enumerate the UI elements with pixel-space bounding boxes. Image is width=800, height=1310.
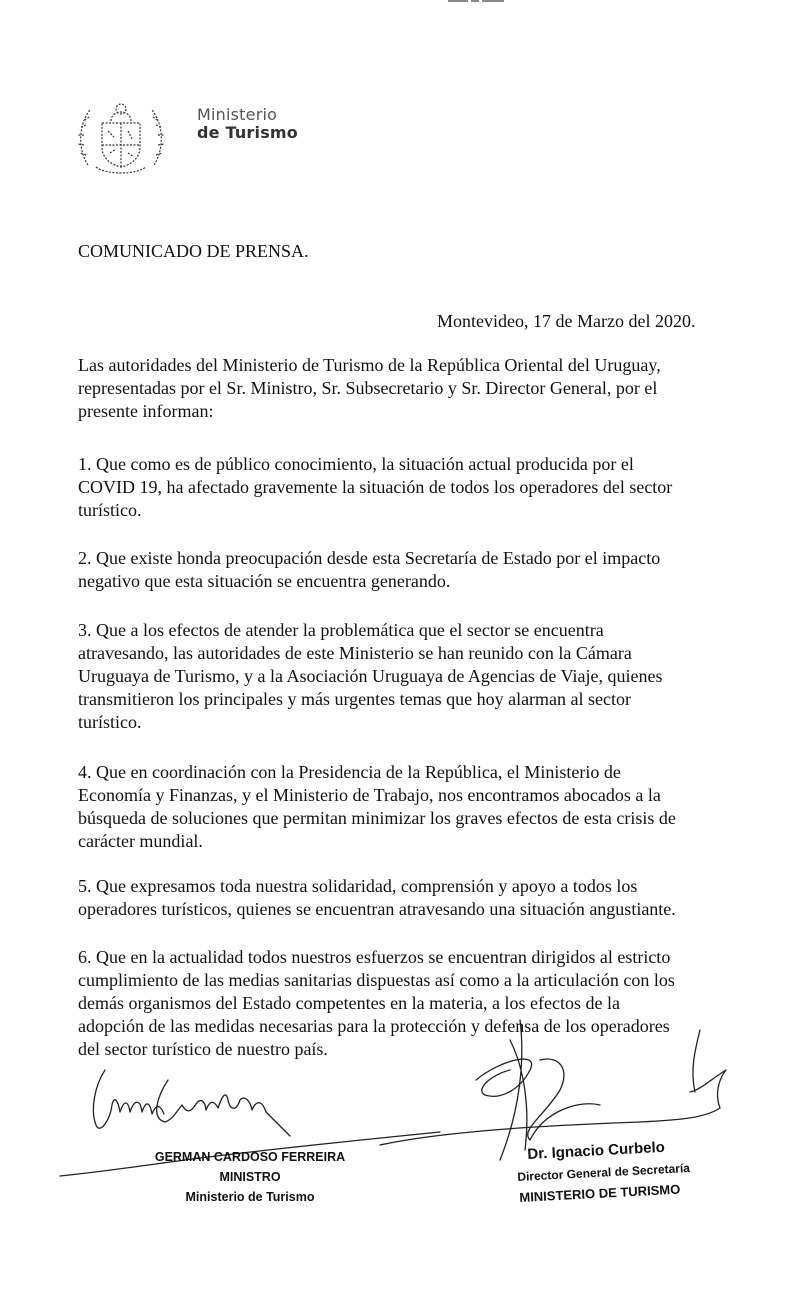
coat-of-arms-icon [76,95,166,180]
point-3-paragraph [78,619,798,734]
paragraph-line: turístico. [78,712,142,732]
intro-paragraph [78,354,798,423]
paragraph-line: cumplimiento de las medias sanitarias dispuestas así como a la articulación con los [78,970,675,990]
paragraph-line: operadores turísticos, quienes se encuentran atravesando una situación angustiante. [78,899,676,919]
paragraph-line: 4. Que en coordinación con la Presidencia de la República, el Ministerio de [78,762,621,782]
paragraph-line: Las autoridades del Ministerio de Turismo de la República Oriental del Uruguay, [78,355,661,375]
signature-cardoso [93,1070,164,1128]
paragraph-line: demás organismos del Estado competentes en la materia, a los efectos de la [78,993,620,1013]
document-heading: COMUNICADO DE PRENSA. [78,241,309,261]
paragraph-line: 3. Que a los efectos de atender la problemática que el sector se encuentra [78,620,604,640]
ministry-name-line1: Ministerio [197,105,278,124]
point-1-paragraph [78,453,798,522]
paragraph-line: representadas por el Sr. Ministro, Sr. Subsecretario y Sr. Director General, por el [78,378,658,398]
signatory-1-name: GERMAN CARDOSO FERREIRA [154,1150,346,1164]
dateline: Montevideo, 17 de Marzo del 2020. [437,311,696,331]
point-2-paragraph [78,547,798,593]
paragraph-line: Economía y Finanzas, y el Ministerio de Trabajo, nos encontramos abocados a la [78,785,661,805]
ministry-name-line2: de Turismo [197,123,298,142]
signatory-2-name: Dr. Ignacio Curbelo [527,1138,666,1163]
paragraph-line: 5. Que expresamos toda nuestra solidaridad, comprensión y apoyo a todos los [78,876,638,896]
paragraph-line: del sector turístico de nuestro país. [78,1039,328,1059]
paragraph-line: 1. Que como es de público conocimiento, la situación actual producida por el [78,454,634,474]
paragraph-line: COVID 19, ha afectado gravemente la situación de todos los operadores del sector [78,477,673,497]
signatory-1-role: MINISTRO [219,1170,281,1184]
signatory-2-organization: MINISTERIO DE TURISMO [519,1181,681,1205]
paragraph-line: 2. Que existe honda preocupación desde esta Secretaría de Estado por el impacto [78,548,661,568]
paragraph-line: 6. Que en la actualidad todos nuestros esfuerzos se encuentran dirigidos al estricto [78,947,671,967]
scan-artifact [448,0,520,6]
paragraph-line: presente informan: [78,401,214,421]
point-4-paragraph [78,761,798,853]
paragraph-line: Uruguaya de Turismo, y a la Asociación Uruguaya de Agencias de Viaje, quienes [78,666,663,686]
paragraph-line: búsqueda de soluciones que permitan minimizar los graves efectos de esta crisis de [78,808,676,828]
signatory-1-organization: Ministerio de Turismo [185,1190,315,1204]
paragraph-line: carácter mundial. [78,831,203,851]
paragraph-line: transmitieron los principales y más urgentes temas que hoy alarman al sector [78,689,632,709]
paragraph-line: negativo que esta situación se encuentra generando. [78,571,451,591]
signatory-2-role: Director General de Secretaría [517,1160,691,1184]
paragraph-line: atravesando, las autoridades de este Ministerio se han reunido con la Cámara [78,643,632,663]
point-5-paragraph [78,875,798,921]
paragraph-line: turístico. [78,500,142,520]
signatures-graphic [0,1000,800,1180]
ministry-logotype [197,106,298,142]
paragraph-line: adopción de las medidas necesarias para la protección y defensa de los operadores [78,1016,670,1036]
